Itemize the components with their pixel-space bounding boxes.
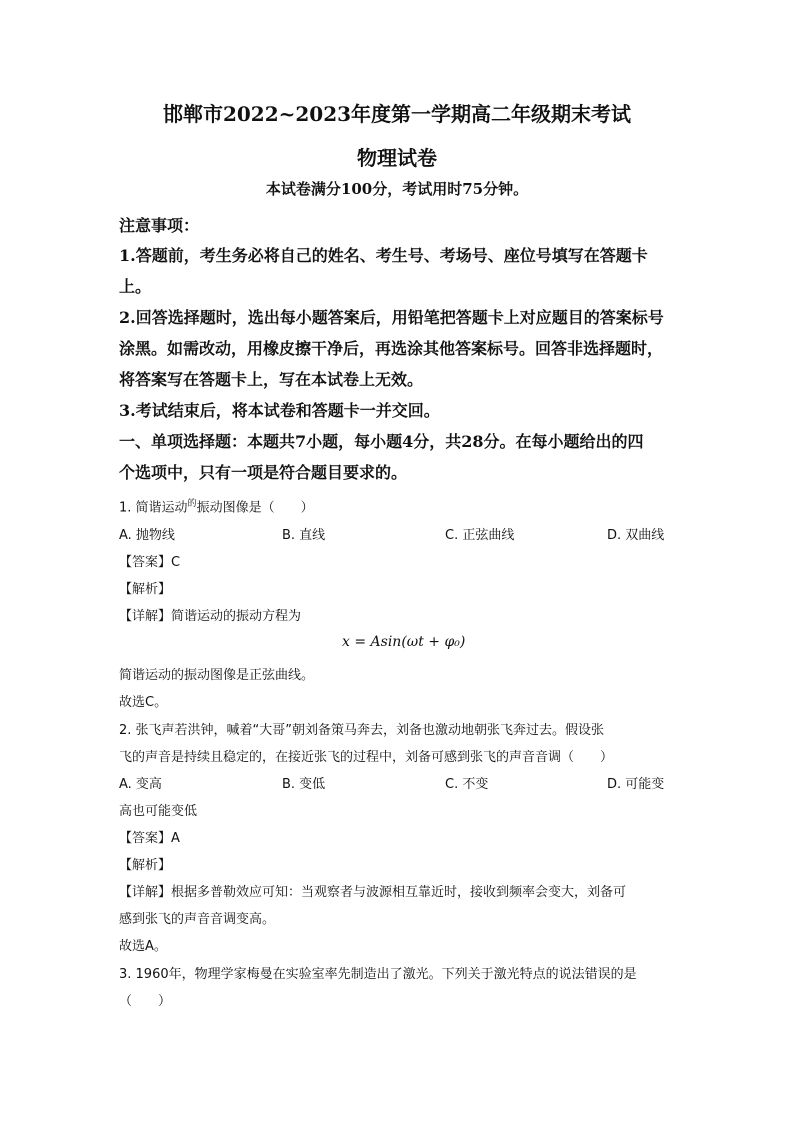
q1-option-a: A. 抛物线 — [119, 528, 175, 543]
q1-stem — [119, 496, 314, 515]
score-line: 本试卷满分100分，考试用时75分钟。 — [265, 180, 529, 198]
q1-stem-part-b: 振动图像是（ ） — [196, 500, 314, 516]
q3-stem-line-1: 3. 1960年，物理学家梅曼在实验室率先制造出了激光。下列关于激光特点的说法错误的是 — [119, 967, 637, 982]
exam-title: 邯郸市2022~2023年度第一学期高二年级期末考试 — [162, 102, 632, 126]
notice-line-4: 涂黑。如需改动，用橡皮擦干净后，再选涂其他答案标号。回答非选择题时， — [119, 339, 664, 358]
q1-answer: 【答案】C — [119, 555, 181, 570]
q1-choice: 故选C。 — [119, 695, 168, 710]
q2-stem-line-2: 飞的声音是持续且稳定的，在接近张飞的过程中，刘备可感到张飞的声音音调（ ） — [119, 750, 614, 765]
q3-stem-line-2: （ ） — [119, 994, 172, 1009]
q2-detail-line-2: 感到张飞的声音音调变高。 — [119, 912, 276, 927]
q2-analysis-label: 【解析】 — [119, 858, 172, 873]
q1-analysis-label: 【解析】 — [119, 582, 172, 597]
exam-subtitle: 物理试卷 — [357, 146, 437, 170]
q1-option-d: D. 双曲线 — [607, 528, 665, 543]
q2-stem-line-1: 2. 张飞声若洪钟，喊着“大哥”朝刘备策马奔去，刘备也激动地朝张飞奔过去。假设张 — [119, 723, 605, 738]
section-heading-line-2: 个选项中，只有一项是符合题目要求的。 — [119, 463, 408, 482]
q2-option-d-continued: 高也可能变低 — [119, 804, 198, 819]
q2-option-d: D. 可能变 — [607, 777, 665, 792]
q1-option-b: B. 直线 — [282, 528, 326, 543]
q1-formula: x = Asin(ωt + φ₀) — [342, 634, 466, 650]
q2-option-a: A. 变高 — [119, 777, 162, 792]
notice-line-5: 将答案写在答题卡上，写在本试卷上无效。 — [119, 370, 424, 389]
q2-choice: 故选A。 — [119, 939, 167, 954]
q1-stem-sup: 的 — [187, 499, 197, 509]
notice-line-1: 1.答题前，考生务必将自己的姓名、考生号、考场号、座位号填写在答题卡 — [119, 246, 648, 265]
q2-option-c: C. 不变 — [445, 777, 489, 792]
section-heading-line-1: 一、单项选择题：本题共7小题，每小题4分，共28分。在每小题给出的四 — [119, 432, 644, 451]
q1-stem-part-a: 1. 简谐运动 — [119, 500, 188, 516]
q1-conclusion: 简谐运动的振动图像是正弦曲线。 — [119, 668, 315, 683]
q1-option-c: C. 正弦曲线 — [445, 528, 515, 543]
notice-line-6: 3.考试结束后，将本试卷和答题卡一并交回。 — [119, 401, 440, 420]
q2-detail-line-1: 【详解】根据多普勒效应可知：当观察者与波源相互靠近时，接收到频率会变大，刘备可 — [119, 885, 627, 900]
q1-detail: 【详解】简谐运动的振动方程为 — [119, 609, 302, 624]
notice-heading: 注意事项： — [119, 216, 200, 235]
q2-option-b: B. 变低 — [282, 777, 326, 792]
q2-answer: 【答案】A — [119, 831, 180, 846]
notice-line-2: 上。 — [119, 277, 152, 296]
notice-line-3: 2.回答选择题时，选出每小题答案后，用铅笔把答题卡上对应题目的答案标号 — [119, 308, 664, 327]
